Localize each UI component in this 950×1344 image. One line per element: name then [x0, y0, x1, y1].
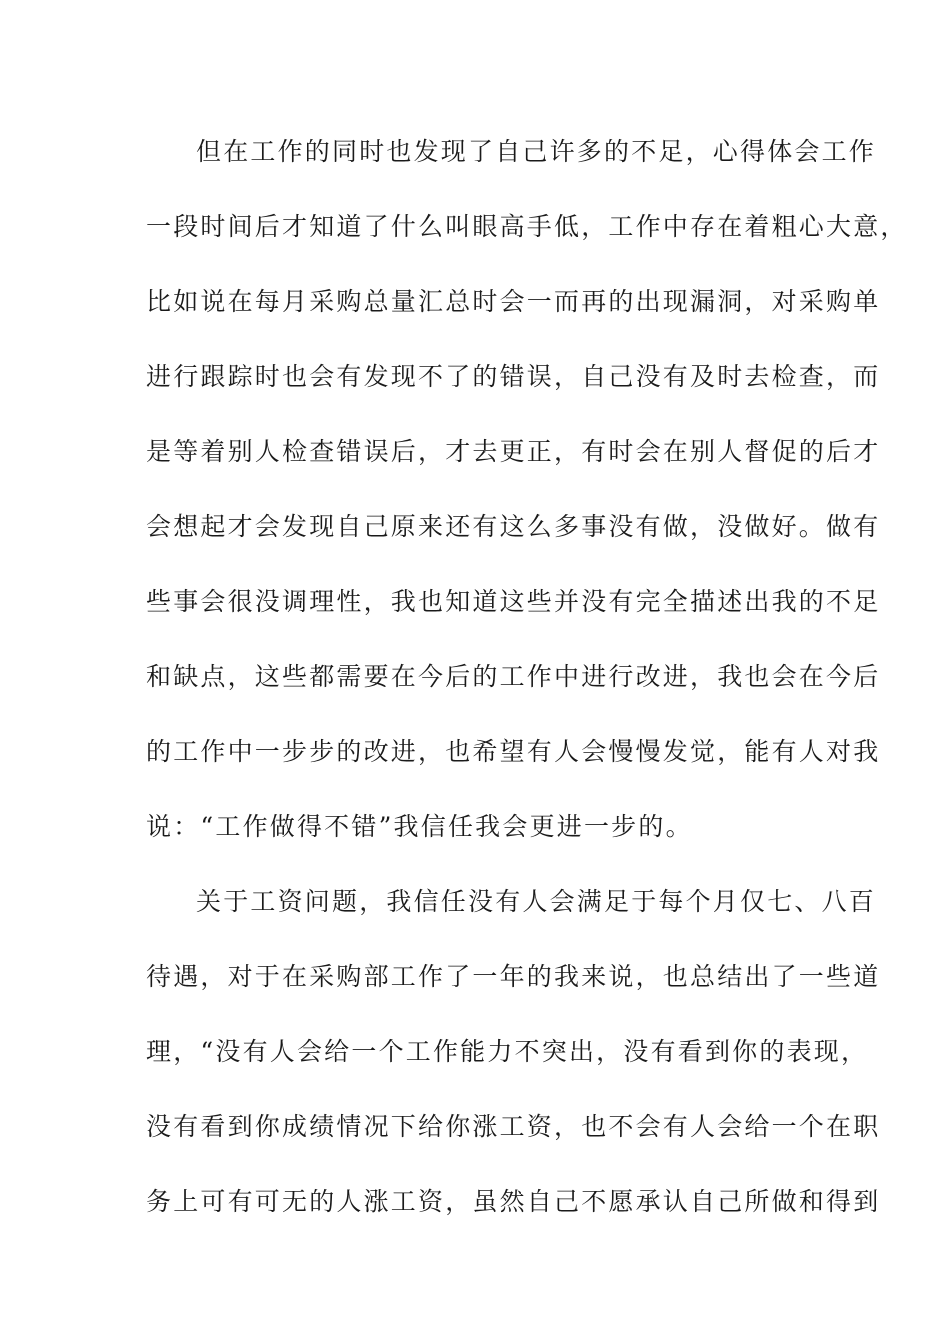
text-line: 些事会很没调理性，我也知道这些并没有完全描述出我的不足 [146, 587, 881, 616]
text-line: 理，“没有人会给一个工作能力不突出，没有看到你的表现， [146, 1037, 869, 1066]
text-line: 说：“工作做得不错”我信任我会更进一步的。 [146, 812, 693, 841]
text-line: 但在工作的同时也发现了自己许多的不足，心得体会工作 [196, 137, 877, 166]
text-line: 比如说在每月采购总量汇总时会一而再的出现漏洞，对采购单 [146, 287, 881, 316]
text-line: 会想起才会发现自己原来还有这么多事没有做，没做好。做有 [146, 512, 881, 541]
text-line: 没有看到你成绩情况下给你涨工资，也不会有人会给一个在职 [146, 1112, 881, 1141]
text-line: 是等着别人检查错误后，才去更正，有时会在别人督促的后才 [146, 437, 881, 466]
text-line: 待遇，对于在采购部工作了一年的我来说，也总结出了一些道 [146, 962, 881, 991]
text-line: 进行跟踪时也会有发现不了的错误，自己没有及时去检查，而 [146, 362, 881, 391]
text-line: 和缺点，这些都需要在今后的工作中进行改进，我也会在今后 [146, 662, 881, 691]
text-line: 关于工资问题，我信任没有人会满足于每个月仅七、八百 [196, 887, 877, 916]
text-line: 务上可有可无的人涨工资，虽然自己不愿承认自己所做和得到 [146, 1187, 881, 1216]
text-line: 一段时间后才知道了什么叫眼高手低，工作中存在着粗心大意， [146, 212, 908, 241]
text-line: 的工作中一步步的改进，也希望有人会慢慢发觉，能有人对我 [146, 737, 881, 766]
